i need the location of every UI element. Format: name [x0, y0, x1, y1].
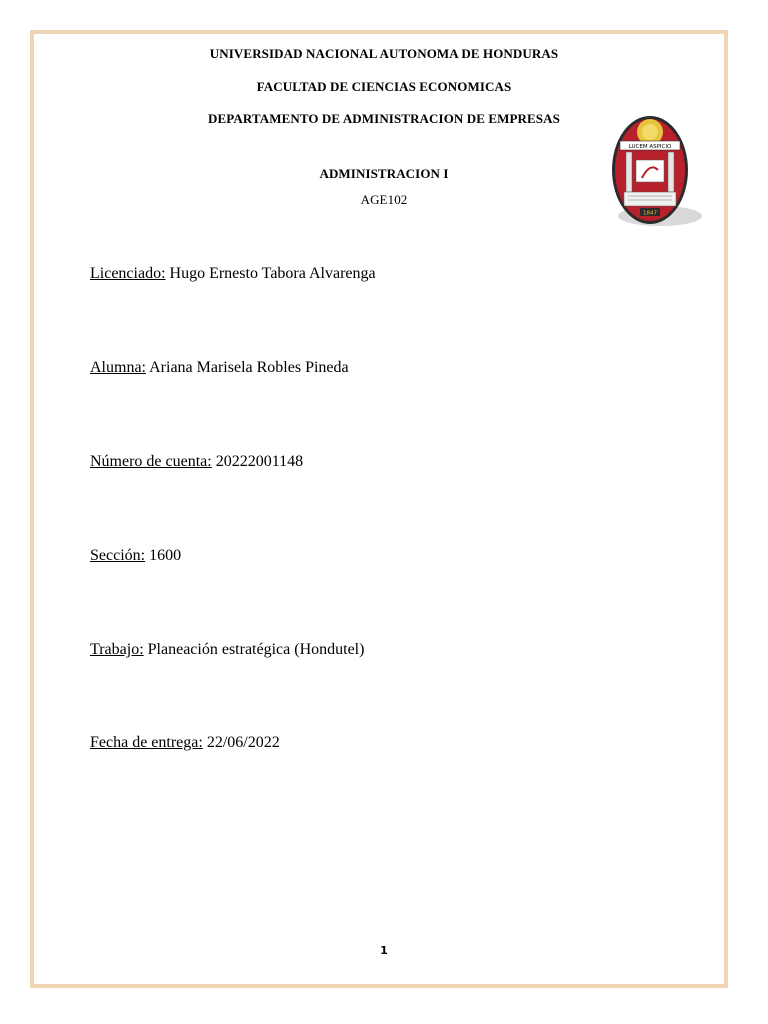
faculty-name: FACULTAD DE CIENCIAS ECONOMICAS: [256, 79, 512, 94]
numero-cuenta-label: Número de cuenta:: [90, 453, 212, 470]
field-seccion: [90, 547, 181, 565]
seal-motto: LUCEM ASPICIO: [628, 144, 672, 150]
department-name: DEPARTAMENTO DE ADMINISTRACION DE EMPRESAS: [208, 111, 560, 126]
seccion-value: 1600: [145, 547, 182, 564]
field-alumna: [90, 359, 349, 377]
alumna-label: Alumna:: [90, 359, 146, 376]
fecha-entrega-value: 22/06/2022: [202, 734, 280, 751]
course-title: ADMINISTRACION I: [319, 166, 449, 181]
university-seal-icon: [606, 112, 706, 232]
seal-year: 1847: [643, 210, 657, 217]
field-licenciado: [90, 265, 376, 283]
licenciado-label: Licenciado:: [90, 265, 166, 282]
licenciado-value: Hugo Ernesto Tabora Alvarenga: [165, 265, 376, 282]
fecha-entrega-label: Fecha de entrega:: [90, 734, 203, 751]
alumna-value: Ariana Marisela Robles Pineda: [146, 359, 349, 376]
seccion-label: Sección:: [90, 547, 146, 564]
trabajo-label: Trabajo:: [90, 641, 144, 658]
field-fecha-entrega: [90, 734, 280, 752]
page-number: 1: [380, 944, 388, 957]
numero-cuenta-value: 20222001148: [211, 453, 304, 470]
university-name: UNIVERSIDAD NACIONAL AUTONOMA DE HONDURAS: [209, 46, 559, 61]
field-trabajo: [90, 641, 364, 659]
trabajo-value: Planeación estratégica (Hondutel): [143, 641, 365, 658]
field-numero-cuenta: [90, 453, 303, 471]
course-code: AGE102: [360, 192, 408, 207]
